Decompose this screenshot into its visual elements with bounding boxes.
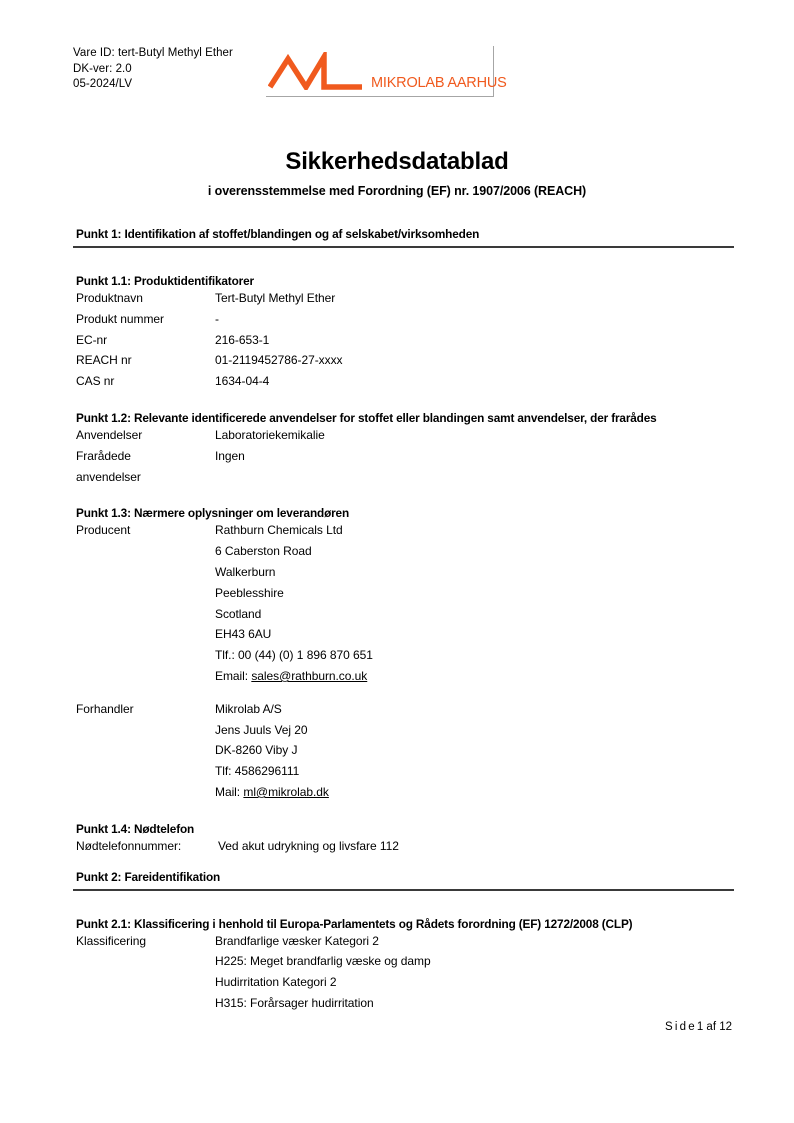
document-header xyxy=(73,46,723,97)
field-label: Frarådede xyxy=(76,448,131,463)
field-label: EC-nr xyxy=(76,332,108,347)
page-footer xyxy=(665,1021,732,1033)
spacer xyxy=(73,687,734,699)
field-value: 01-2119452786-27-xxxx xyxy=(215,353,343,368)
field-value xyxy=(215,467,734,488)
field-label: Produktnavn xyxy=(76,291,143,305)
email-line xyxy=(215,782,734,803)
subsection-1-2-title: Punkt 1.2: Relevante identificerede anvendelser for stoffet eller blandingen samt anvendelser, der frarådes xyxy=(76,410,657,425)
email-line xyxy=(215,666,734,687)
address-line: Rathburn Chemicals Ltd xyxy=(215,523,343,538)
spacer xyxy=(73,248,734,274)
field-value: Laboratoriekemikalie xyxy=(215,427,325,442)
address-line: Walkerburn xyxy=(215,564,276,579)
page-title: Sikkerhedsdatablad xyxy=(285,148,509,175)
classification-list xyxy=(215,931,734,1014)
field-value: 216-653-1 xyxy=(215,332,270,347)
address-line: 6 Caberston Road xyxy=(215,544,312,559)
header-meta-line-version: DK-ver: 2.0 xyxy=(73,62,132,75)
header-meta-line-date: 05-2024/LV xyxy=(73,78,133,90)
table-row xyxy=(73,371,734,392)
field-label: anvendelser xyxy=(76,469,141,484)
table-row xyxy=(73,330,734,351)
mikrolab-ml-logo-icon xyxy=(268,52,366,90)
field-value: - xyxy=(215,311,219,326)
table-row xyxy=(73,520,734,686)
address-line: Scotland xyxy=(215,606,262,621)
field-label: Forhandler xyxy=(76,701,134,716)
table-row xyxy=(73,350,734,371)
field-label: CAS nr xyxy=(76,374,115,389)
phone-line: Tlf: 4586296111 xyxy=(215,764,300,779)
section-2-title: Punkt 2: Fareidentifikation xyxy=(76,869,221,884)
spacer xyxy=(73,803,734,822)
phone-line: Tlf.: 00 (44) (0) 1 896 870 651 xyxy=(215,648,373,663)
table-row xyxy=(73,467,734,488)
field-value: 1634-04-4 xyxy=(215,374,270,389)
address-line: Peeblesshire xyxy=(215,585,284,600)
section-1-title: Punkt 1: Identifikation af stoffet/blandingen og af selskabet/virksomheden xyxy=(76,227,480,241)
field-value: Tert-Butyl Methyl Ether xyxy=(215,291,336,305)
table-row xyxy=(73,446,734,467)
address-line: EH43 6AU xyxy=(215,627,272,642)
field-value: Ved akut udrykning og livsfare 112 xyxy=(218,838,399,853)
table-row xyxy=(73,836,734,857)
table-row xyxy=(73,309,734,330)
spacer xyxy=(73,891,734,917)
company-logo xyxy=(266,46,507,97)
company-logo-text: MIKROLAB AARHUS xyxy=(371,75,507,91)
field-label: Anvendelser xyxy=(76,427,143,442)
document-body xyxy=(73,226,734,1014)
field-label: Nødtelefonnummer: xyxy=(76,838,182,853)
spacer xyxy=(73,487,734,506)
header-meta-line-vare-id: Vare ID: tert-Butyl Methyl Ether xyxy=(73,47,233,59)
subsection-1-1-title: Punkt 1.1: Produktidentifikatorer xyxy=(76,274,254,288)
page-subtitle: i overensstemmelse med Forordning (EF) nr. 1907/2006 (REACH) xyxy=(207,184,587,198)
producent-email-link[interactable]: sales@rathburn.co.uk xyxy=(251,668,368,683)
email-label: Email: xyxy=(215,668,252,683)
spacer xyxy=(73,857,734,869)
classification-line: H225: Meget brandfarlig væske og damp xyxy=(215,954,431,969)
classification-line: Brandfarlige væsker Kategori 2 xyxy=(215,933,379,948)
subsection-2-1-title: Punkt 2.1: Klassificering i henhold til Europa-Parlamentets og Rådets forordning (EF) 1272/2008 (CLP) xyxy=(76,916,633,931)
field-label: Producent xyxy=(76,523,131,538)
spacer xyxy=(73,392,734,411)
header-metadata xyxy=(73,46,268,93)
table-row xyxy=(73,288,734,309)
field-label: Klassificering xyxy=(76,933,146,948)
table-row xyxy=(73,425,734,446)
classification-line: H315: Forårsager hudirritation xyxy=(215,995,374,1010)
subsection-1-3-title: Punkt 1.3: Nærmere oplysninger om leverandøren xyxy=(76,506,350,521)
footer-page-number: 1 af 12 xyxy=(696,1021,732,1033)
field-value: Ingen xyxy=(215,448,245,463)
email-label: Mail: xyxy=(215,784,244,799)
subsection-1-4-title: Punkt 1.4: Nødtelefon xyxy=(76,821,195,836)
section-1-header xyxy=(73,226,734,248)
address-line: Mikrolab A/S xyxy=(215,701,282,716)
section-2-header xyxy=(73,869,734,891)
table-row xyxy=(73,699,734,803)
producent-address xyxy=(215,520,734,686)
footer-side-label: Side xyxy=(665,1021,697,1033)
classification-line: Hudirritation Kategori 2 xyxy=(215,975,337,990)
address-line: Jens Juuls Vej 20 xyxy=(215,722,308,737)
field-label: REACH nr xyxy=(76,353,132,368)
table-row xyxy=(73,931,734,1014)
forhandler-email-link[interactable]: ml@mikrolab.dk xyxy=(243,784,329,799)
address-line: DK-8260 Viby J xyxy=(215,743,298,758)
forhandler-address xyxy=(215,699,734,803)
field-label: Produkt nummer xyxy=(76,311,164,326)
